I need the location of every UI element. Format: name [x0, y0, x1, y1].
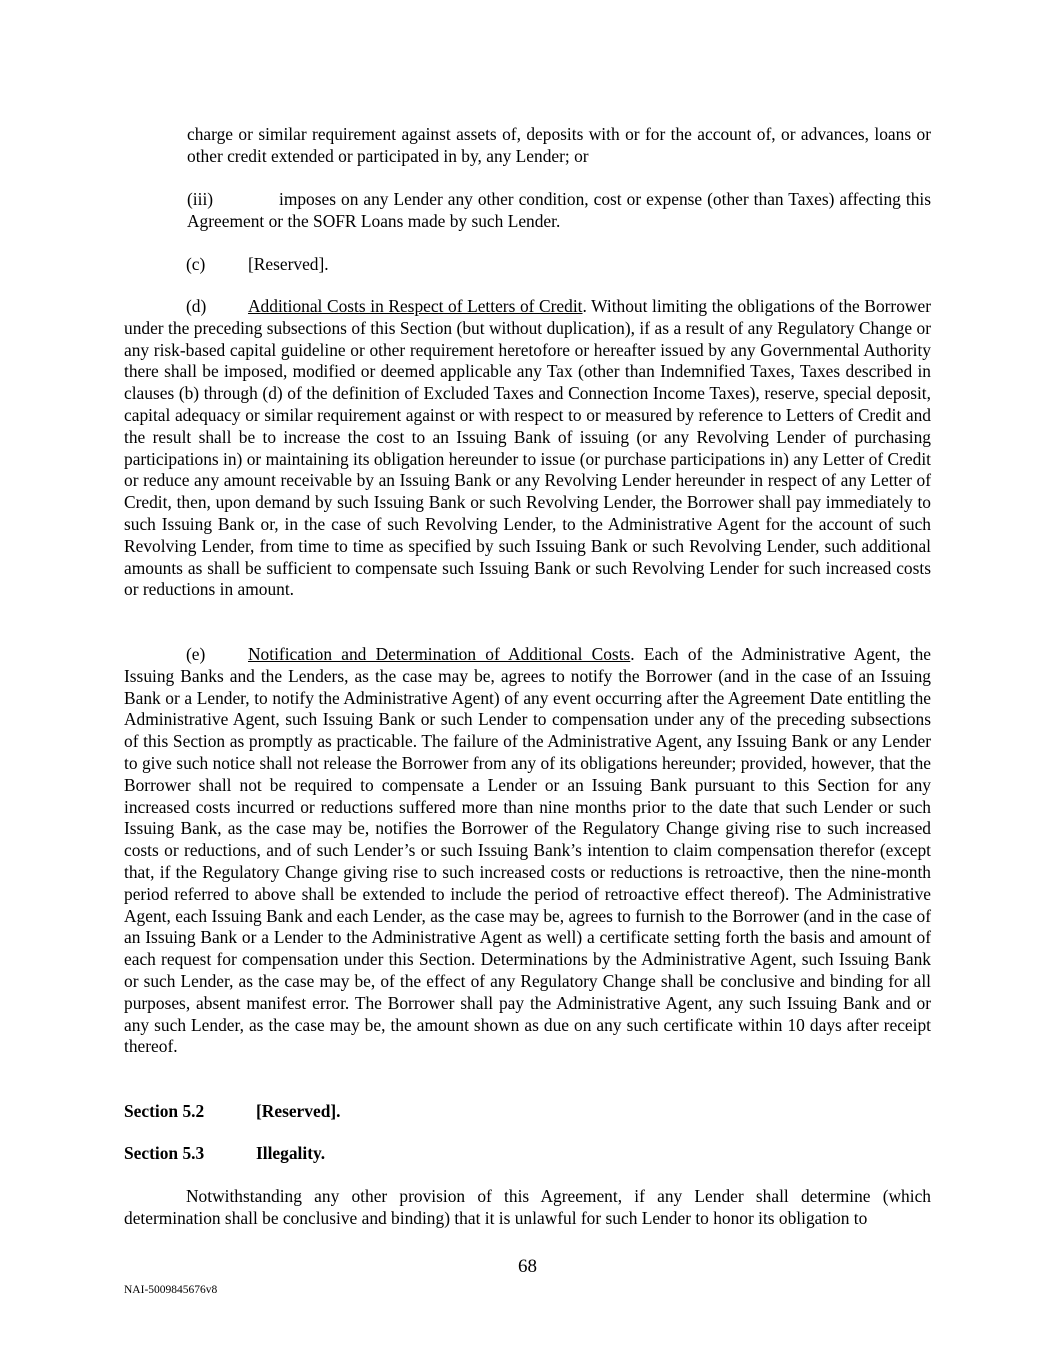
paragraph-d — [124, 296, 931, 601]
clause-label-c: (c) — [186, 254, 206, 274]
paragraph-illegality — [124, 1186, 931, 1230]
page-number: 68 — [518, 1256, 537, 1277]
paragraph-illegality-text: Notwithstanding any other provision of this Agreement, if any Lender shall determine (which determination shall be conclusive and binding) that it is unlawful for such Lender to honor its obligation to — [124, 1186, 931, 1228]
section-5-2-heading — [124, 1101, 931, 1123]
clause-text-e: . Each of the Administrative Agent, the Issuing Banks and the Lenders, as the case may be, agrees to notify the Borrower (and in the case of an Issuing Bank or a Lender, to notify the Administrative Agent) of any event occurring after the Agreement Date entitling the Administrative Agent, such Issuing Bank or such Lender to compensation under any of the preceding subsections of this Section as promptly as practicable. The failure of the Administrative Agent, any Issuing Bank or any Lender to give such notice shall not release the Borrower from any of its obligations hereunder; provided, however, that the Borrower shall not be required to compensate a Lender or an Issuing Bank pursuant to this Section for any increased costs incurred or reductions suffered more than nine months prior to the date that such Lender or such Issuing Bank, as the case may be, notifies the Borrower of the Regulatory Change giving rise to such increased costs or reductions, and of such Lender’s or such Issuing Bank’s intention to claim compensation therefor (except that, if the Regulatory Change giving rise to such increased costs or reductions is retroactive, then the nine-month period referred to above shall be extended to include the period of retroactive effect thereof). The Administrative Agent, each Issuing Bank and each Lender, as the case may be, agrees to furnish to the Borrower (and in the case of an Issuing Bank or a Lender to the Administrative Agent as well) a certificate setting forth the basis and amount of each request for compensation under this Section. Determinations by the Administrative Agent, such Issuing Bank or such Lender, as the case may be, of the effect of any Regulatory Change shall be conclusive and binding for all purposes, absent manifest error. The Borrower shall pay the Administrative Agent, any such Issuing Bank and or any such Lender, as the case may be, the amount shown as due on any such certificate within 10 days after receipt thereof. — [124, 644, 931, 1057]
paragraph-iii — [124, 189, 931, 233]
document-id: NAI-5009845676v8 — [124, 1284, 218, 1296]
paragraph-e — [124, 644, 931, 1058]
clause-label-d: (d) — [186, 296, 207, 316]
section-number: Section 5.3 — [124, 1143, 205, 1163]
clause-text-c: [Reserved]. — [248, 254, 329, 274]
clause-text-d: . Without limiting the obligations of the Borrower under the preceding subsections of this Section (but without duplication), if as a result of any Regulatory Change or any risk-based capital guideline or other requirement heretofore or hereafter issued by any Governmental Authority there shall be imposed, modified or deemed applicable any Tax (other than Indemnified Taxes, Taxes described in clauses (b) through (d) of the definition of Excluded Taxes and Connection Income Taxes), reserve, special deposit, capital adequacy or similar requirement against or with respect to or measured by reference to Letters of Credit and the result shall be to increase the cost to an Issuing Bank of issuing (or any Revolving Lender of purchasing participations in) or maintaining its obligation hereunder to issue (or purchase participations in) any Letter of Credit or reduce any amount receivable by an Issuing Bank or any Revolving Lender hereunder in respect of any Letter of Credit, then, upon demand by such Issuing Bank or such Revolving Lender, the Borrower shall pay immediately to such Issuing Bank or, in the case of such Revolving Lender, to the Administrative Agent for the account of such Revolving Lender, from time to time as specified by such Issuing Bank or such Revolving Lender, such additional amounts as shall be sufficient to compensate such Issuing Bank or such Revolving Lender for such increased costs or reductions in amount. — [124, 296, 931, 600]
paragraph-intro-continuation — [124, 124, 931, 168]
paragraph-c — [124, 254, 931, 276]
clause-text-iii: imposes on any Lender any other condition, cost or expense (other than Taxes) affecting this Agreement or the SOFR Loans made by such Lender. — [187, 189, 931, 231]
section-title: Illegality. — [256, 1143, 326, 1163]
section-title: [Reserved]. — [256, 1101, 341, 1121]
clause-label-iii: (iii) — [187, 189, 214, 209]
paragraph-intro: charge or similar requirement against assets of, deposits with or for the account of, or advances, loans or other credit extended or participated in by, any Lender; or — [187, 124, 931, 166]
clause-label-e: (e) — [186, 644, 206, 664]
section-5-3-heading — [124, 1143, 931, 1165]
clause-heading-e: Notification and Determination of Additional Costs — [248, 644, 631, 664]
clause-heading-d: Additional Costs in Respect of Letters of Credit — [248, 296, 583, 316]
section-number: Section 5.2 — [124, 1101, 205, 1121]
